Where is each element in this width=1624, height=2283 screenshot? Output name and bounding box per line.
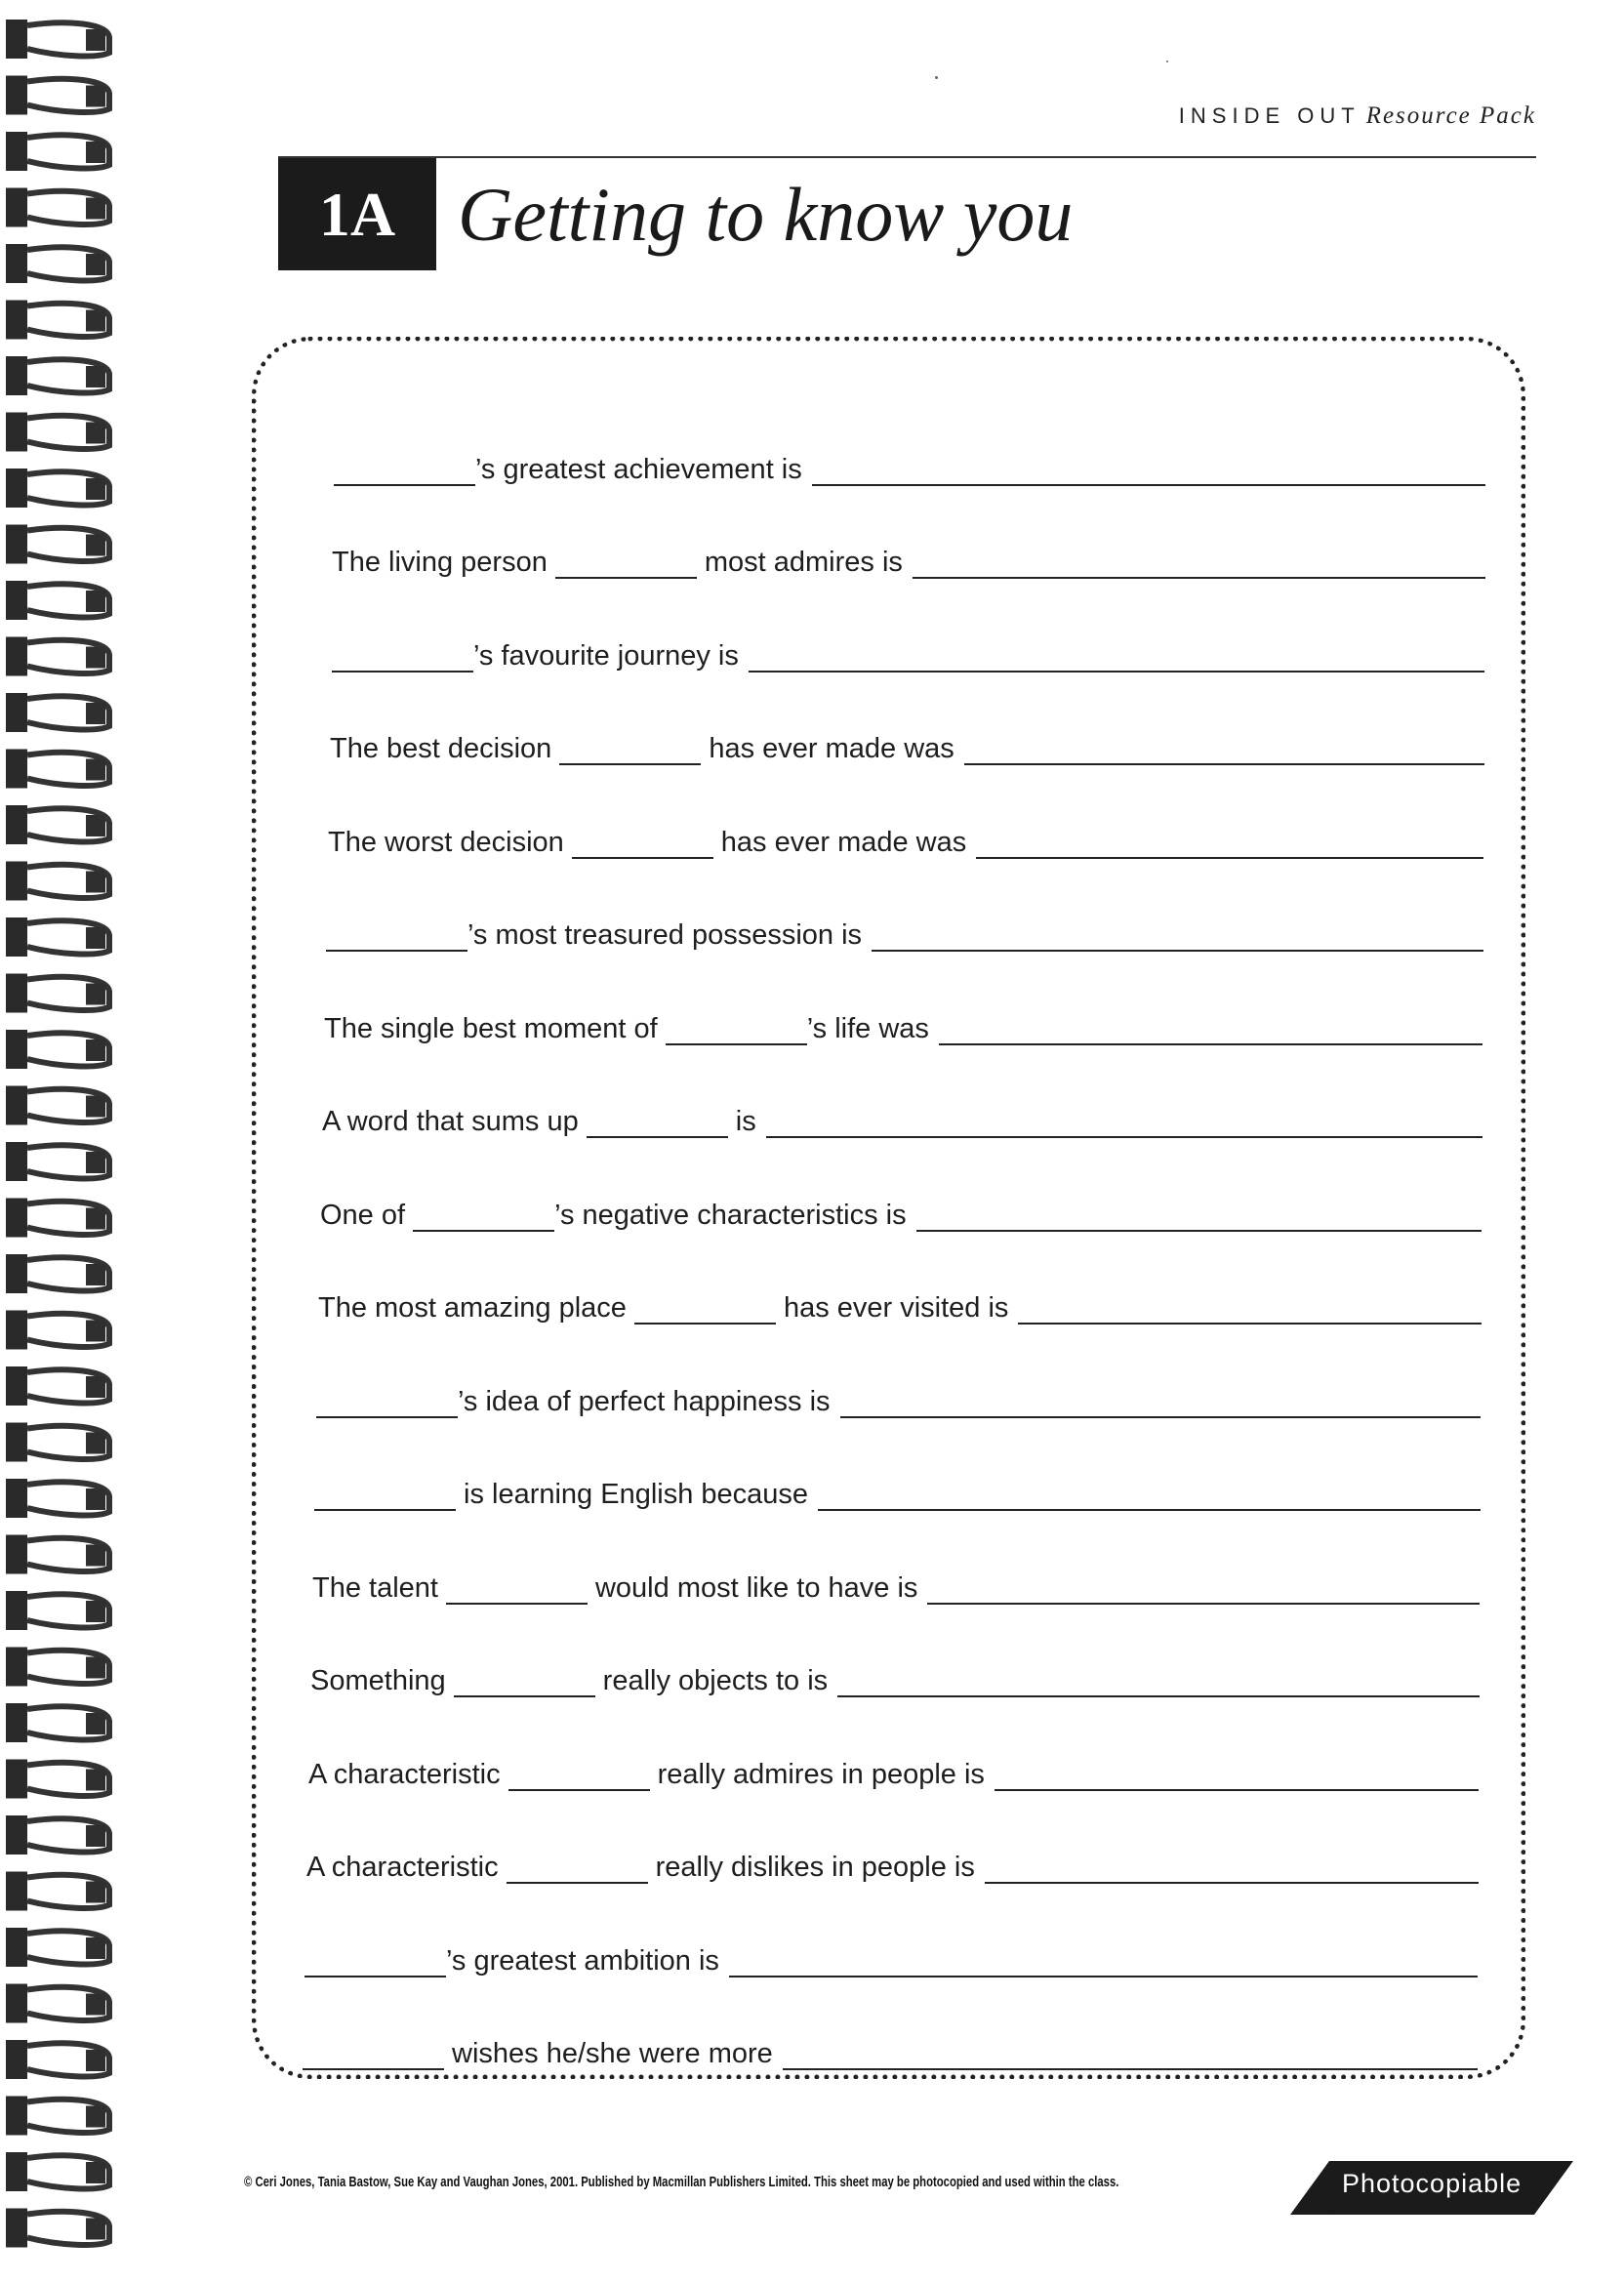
prompt-row — [320, 1156, 1482, 1249]
answer-line[interactable] — [818, 1482, 1480, 1511]
resource-pack-header — [1179, 102, 1536, 130]
name-blank[interactable] — [304, 1948, 446, 1977]
answer-line[interactable] — [783, 2041, 1478, 2070]
prompt-row — [322, 1063, 1482, 1157]
prompt-row — [332, 504, 1485, 597]
prompt-text-before: The talent — [312, 1571, 438, 1604]
name-blank[interactable] — [314, 1482, 456, 1511]
prompt-text-before: Something — [310, 1665, 446, 1696]
prompt-text-after: is learning English because — [464, 1479, 809, 1510]
prompt-text-after: ’s most treasured possession is — [467, 919, 863, 951]
prompt-text-before: The worst decision — [328, 826, 564, 858]
prompt-row — [324, 969, 1482, 1063]
page-title: Getting to know you — [458, 171, 1074, 257]
prompt-row — [308, 1715, 1479, 1809]
prompt-text-after: has ever made was — [709, 733, 954, 764]
prompt-row — [332, 596, 1484, 690]
answer-line[interactable] — [872, 922, 1482, 952]
brand-name: INSIDE OUT — [1178, 103, 1360, 128]
name-blank[interactable] — [555, 550, 697, 579]
prompt-text-after: really objects to is — [602, 1665, 829, 1696]
answer-line[interactable] — [913, 550, 1485, 579]
prompt-row — [328, 783, 1483, 877]
prompt-row — [306, 1809, 1479, 1902]
prompt-text-after: has ever made was — [720, 826, 967, 858]
prompt-text-after: really dislikes in people is — [655, 1852, 975, 1883]
prompt-text-after: really admires in people is — [657, 1758, 985, 1790]
name-blank[interactable] — [587, 1109, 728, 1138]
prompt-text-before: The single best moment of — [324, 1012, 658, 1044]
prompt-row — [326, 877, 1483, 970]
prompt-text-after: ’s life was — [806, 1012, 929, 1044]
name-blank[interactable] — [413, 1203, 554, 1232]
prompt-text-after: ’s negative characteristics is — [554, 1199, 907, 1231]
name-blank[interactable] — [446, 1575, 588, 1605]
name-blank[interactable] — [332, 643, 473, 673]
name-blank[interactable] — [666, 1016, 807, 1045]
answer-line[interactable] — [964, 736, 1484, 765]
unit-badge: 1A — [278, 158, 436, 270]
name-blank[interactable] — [326, 922, 467, 952]
prompt-text-before: A characteristic — [306, 1852, 499, 1883]
prompt-text-after: has ever visited is — [783, 1292, 1009, 1324]
scan-speck — [935, 76, 938, 79]
prompt-row — [312, 1529, 1480, 1622]
prompt-text-after: most admires is — [704, 547, 903, 578]
prompt-text-after: ’s greatest achievement is — [475, 453, 802, 485]
prompt-text-after: wishes he/she were more — [452, 2038, 773, 2069]
prompt-row — [303, 1995, 1478, 2089]
name-blank[interactable] — [634, 1295, 776, 1325]
answer-line[interactable] — [927, 1575, 1480, 1605]
prompt-text-after: ’s greatest ambition is — [446, 1944, 719, 1977]
answer-line[interactable] — [939, 1016, 1482, 1045]
prompt-row — [310, 1622, 1480, 1716]
name-blank[interactable] — [508, 1762, 650, 1791]
answer-line[interactable] — [976, 830, 1483, 859]
prompt-text-before: The living person — [332, 547, 548, 578]
prompt-row — [314, 1436, 1481, 1529]
title-block — [278, 158, 1073, 270]
prompt-text-before: A word that sums up — [322, 1106, 579, 1137]
name-blank[interactable] — [572, 830, 713, 859]
prompt-text-after: would most like to have is — [594, 1571, 918, 1604]
answer-line[interactable] — [837, 1668, 1479, 1697]
prompt-row — [304, 1901, 1478, 1995]
photocopiable-label: Photocopiable — [1342, 2169, 1522, 2198]
prompt-row — [334, 410, 1485, 504]
answer-line[interactable] — [729, 1948, 1478, 1977]
answer-line[interactable] — [995, 1762, 1479, 1791]
answer-line[interactable] — [916, 1203, 1482, 1232]
prompt-text-after: ’s favourite journey is — [473, 639, 739, 672]
copyright-notice: © Ceri Jones, Tania Bastow, Sue Kay and Vaughan Jones, 2001. Published by Macmillan Publishers Limited. This sheet may be photocopied and used within the class. — [244, 2175, 1119, 2190]
prompt-text-before: The most amazing place — [318, 1292, 627, 1324]
prompt-row — [316, 1342, 1481, 1436]
answer-line[interactable] — [749, 643, 1484, 673]
answer-line[interactable] — [1018, 1295, 1481, 1325]
prompt-text-after: ’s idea of perfect happiness is — [458, 1385, 831, 1417]
spiral-binding-icon — [0, 0, 122, 2283]
scan-speck — [1166, 61, 1168, 62]
name-blank[interactable] — [334, 457, 475, 486]
prompt-text-after: is — [735, 1106, 756, 1137]
prompt-row — [318, 1249, 1482, 1343]
name-blank[interactable] — [454, 1668, 595, 1697]
brand-subtitle: Resource Pack — [1365, 102, 1536, 129]
prompt-list — [306, 410, 1485, 2088]
prompt-text-before: A characteristic — [308, 1758, 501, 1790]
answer-line[interactable] — [812, 457, 1485, 486]
name-blank[interactable] — [303, 2041, 444, 2070]
prompt-text-before: The best decision — [330, 733, 552, 764]
name-blank[interactable] — [559, 736, 701, 765]
name-blank[interactable] — [507, 1855, 648, 1884]
prompt-row — [330, 690, 1484, 784]
name-blank[interactable] — [316, 1389, 458, 1418]
answer-line[interactable] — [840, 1389, 1481, 1418]
answer-line[interactable] — [985, 1855, 1479, 1884]
prompt-text-before: One of — [320, 1199, 406, 1231]
answer-line[interactable] — [766, 1109, 1482, 1138]
